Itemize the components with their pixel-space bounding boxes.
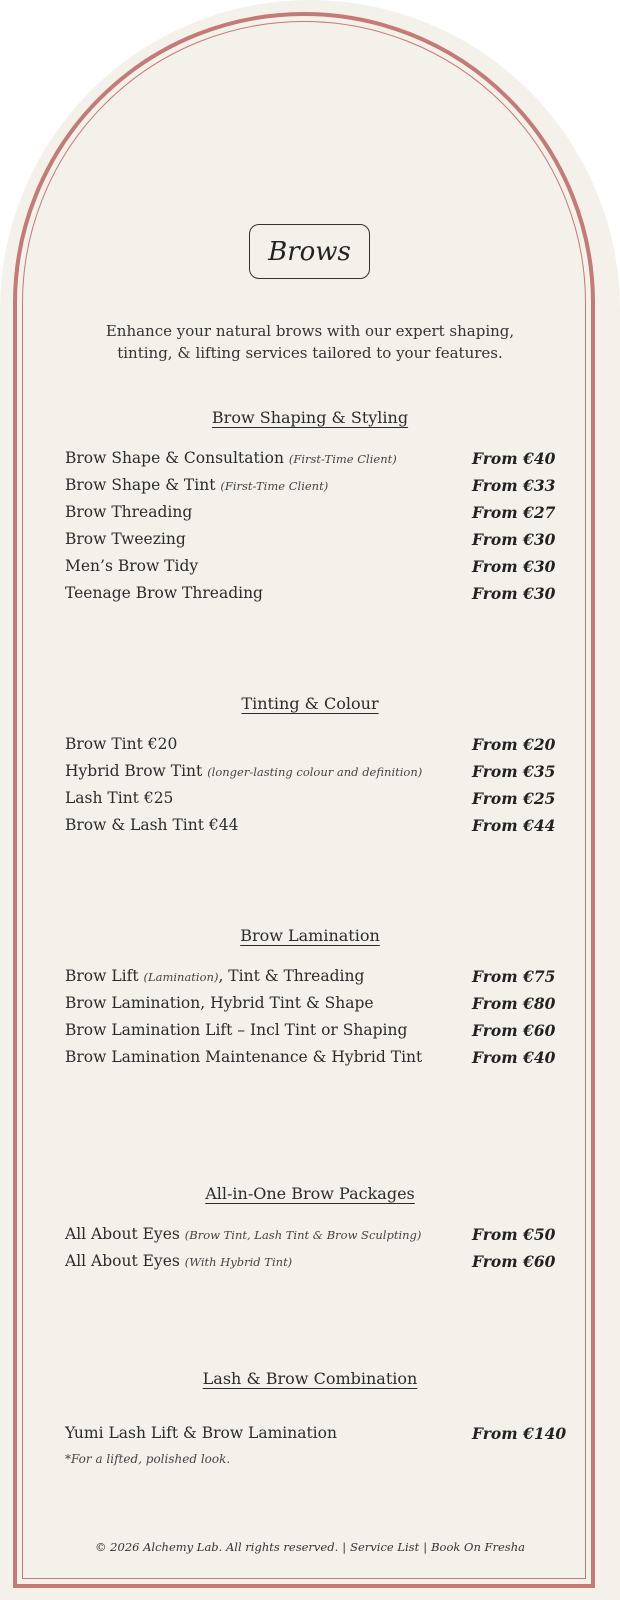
service-row: [65, 449, 555, 476]
service-price: From €60: [472, 1252, 556, 1271]
service-name: Lash Tint €25: [65, 789, 174, 807]
service-row: [65, 530, 555, 557]
service-price: From €35: [472, 762, 556, 781]
section-title-tinting: Tinting & Colour: [241, 694, 379, 713]
service-row: [65, 557, 555, 584]
service-row: [65, 1048, 555, 1075]
service-row: [65, 503, 555, 530]
service-price: From €140: [472, 1424, 567, 1443]
service-note: (Brow Tint, Lash Tint & Brow Sculpting): [184, 1228, 422, 1242]
footer: [0, 1540, 620, 1554]
service-name: Brow Shape & Tint: [65, 476, 216, 494]
service-note: (Lamination): [143, 970, 219, 984]
service-list-link[interactable]: Service List: [350, 1540, 420, 1554]
service-row: [65, 476, 555, 503]
service-price: From €44: [472, 816, 556, 835]
section-title-brow-shaping: Brow Shaping & Styling: [211, 408, 409, 427]
service-name: Brow Tint €20: [65, 735, 178, 753]
service-price: From €25: [472, 789, 556, 808]
service-name: Brow Tweezing: [65, 530, 186, 548]
service-name: All About Eyes: [65, 1252, 180, 1270]
footer-separator: |: [423, 1540, 428, 1554]
service-row: [65, 789, 555, 816]
service-note: (First-Time Client): [220, 479, 329, 493]
intro-line-2: tinting, & lifting services tailored to your features.: [117, 344, 503, 362]
section-title-packages: All-in-One Brow Packages: [205, 1184, 415, 1203]
service-price: From €75: [472, 967, 556, 986]
service-name: Brow Lift: [65, 967, 139, 985]
intro-line-1: Enhance your natural brows with our expert shaping,: [105, 322, 515, 340]
service-name: Brow Lamination, Hybrid Tint & Shape: [65, 994, 374, 1012]
service-price: From €40: [472, 1048, 556, 1067]
service-row: [65, 1424, 567, 1451]
service-price: From €20: [472, 735, 556, 754]
service-row: [65, 1252, 555, 1279]
book-on-fresha-link[interactable]: Book On Fresha: [431, 1540, 525, 1554]
footnote: *For a lifted, polished look.: [65, 1452, 231, 1466]
service-price: From €27: [472, 503, 556, 522]
service-row: [65, 1225, 555, 1252]
service-note: (With Hybrid Tint): [184, 1255, 293, 1269]
service-name: Yumi Lash Lift & Brow Lamination: [65, 1424, 337, 1442]
service-name: Hybrid Brow Tint: [65, 762, 203, 780]
service-row: [65, 584, 555, 611]
service-name: Brow Threading: [65, 503, 193, 521]
service-name: Brow Lamination Maintenance & Hybrid Tint: [65, 1048, 423, 1066]
service-name-suffix: , Tint & Threading: [218, 967, 365, 985]
service-price: From €30: [472, 530, 556, 549]
service-row: [65, 994, 555, 1021]
service-name: Men’s Brow Tidy: [65, 557, 199, 575]
service-price: From €30: [472, 557, 556, 576]
page-title: Brows: [249, 224, 370, 279]
service-name: Teenage Brow Threading: [65, 584, 263, 602]
intro-text: [70, 320, 550, 364]
service-row: [65, 1021, 555, 1048]
service-price: From €80: [472, 994, 556, 1013]
service-row: [65, 816, 555, 843]
service-note: (longer-lasting colour and definition): [207, 765, 423, 779]
section-title-combination: Lash & Brow Combination: [202, 1369, 418, 1388]
service-row: [65, 735, 555, 762]
service-price: From €60: [472, 1021, 556, 1040]
service-row: [65, 762, 555, 789]
footer-separator: |: [342, 1540, 347, 1554]
service-row: [65, 967, 555, 994]
service-price: From €33: [472, 476, 556, 495]
section-title-lamination: Brow Lamination: [240, 926, 380, 945]
service-name: Brow Shape & Consultation: [65, 449, 284, 467]
service-price: From €50: [472, 1225, 556, 1244]
service-name: Brow & Lash Tint €44: [65, 816, 239, 834]
service-note: (First-Time Client): [288, 452, 397, 466]
service-name: Brow Lamination Lift – Incl Tint or Shaping: [65, 1021, 408, 1039]
service-price: From €40: [472, 449, 556, 468]
service-name: All About Eyes: [65, 1225, 180, 1243]
service-price: From €30: [472, 584, 556, 603]
copyright: © 2026 Alchemy Lab. All rights reserved.: [95, 1540, 339, 1554]
